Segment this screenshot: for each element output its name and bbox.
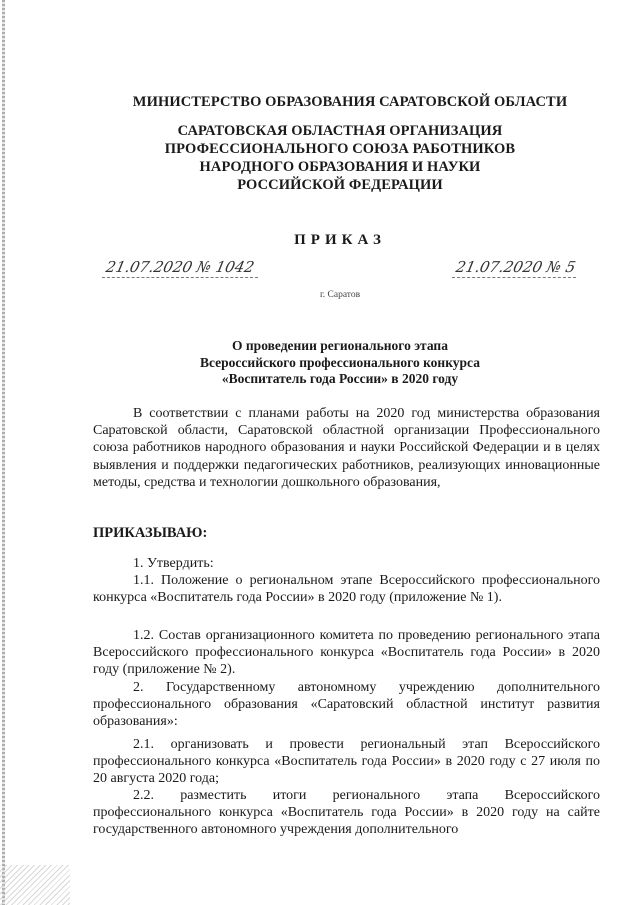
- organization-line: ПРОФЕССИОНАЛЬНОГО СОЮЗА РАБОТНИКОВ: [164, 141, 516, 157]
- subject-line: «Воспитатель года России» в 2020 году: [221, 371, 459, 386]
- organization-header: [20, 122, 640, 194]
- organization-line: РОССИЙСКОЙ ФЕДЕРАЦИИ: [237, 177, 443, 193]
- subject-line: О проведении регионального этапа: [232, 338, 448, 353]
- item-1-2: 1.2. Состав организационного комитета по проведению регионального этапа Всероссийского профессионального конкурса «Воспитатель года России» в 2020 году (приложение № 2).: [93, 628, 600, 678]
- city-label: г. Саратов: [319, 290, 361, 300]
- scan-edge-artifact: [2, 0, 5, 905]
- document-title: ПРИКАЗ: [294, 232, 386, 248]
- subject-line: Всероссийского профессионального конкурса: [200, 354, 480, 370]
- ordering-heading: ПРИКАЗЫВАЮ:: [93, 525, 208, 541]
- handwritten-date-number-right: 21.07.2020 № 5: [452, 258, 580, 278]
- ministry-header: МИНИСТЕРСТВО ОБРАЗОВАНИЯ САРАТОВСКОЙ ОБЛАСТИ: [132, 94, 568, 110]
- item-2-1: 2.1. организовать и провести региональный этап Всероссийского профессионального конкурса «Воспитатель года России» в 2020 году с 27 июля по 20 августа 2020 года;: [93, 737, 600, 787]
- scan-corner-artifact: [0, 865, 70, 905]
- organization-line: САРАТОВСКАЯ ОБЛАСТНАЯ ОРГАНИЗАЦИЯ: [177, 123, 503, 139]
- item-1: 1. Утвердить:: [133, 556, 214, 571]
- order-subject: [20, 338, 640, 388]
- item-2-2: 2.2. разместить итоги регионального этапа Всероссийского профессионального конкурса «Воспитатель года России» в 2020 году на сайте государственного автономного учреждения дополнительного: [93, 788, 600, 838]
- item-2: 2. Государственному автономному учреждению дополнительного профессионального образования «Саратовский областной институт развития образования»:: [93, 680, 600, 730]
- organization-line: НАРОДНОГО ОБРАЗОВАНИЯ И НАУКИ: [199, 159, 481, 175]
- item-1-1: 1.1. Положение о региональном этапе Всероссийского профессионального конкурса «Воспитатель года России» в 2020 году (приложение № 1).: [93, 573, 600, 606]
- preamble-paragraph: В соответствии с планами работы на 2020 год министерства образования Саратовской области, Саратовской областной организации Профессионального союза работников народного образования и науки Российской Федерации и в целях выявления и поддержки педагогических работников, реализующих инновационные методы, средства и технологии дошкольного образования,: [93, 406, 600, 490]
- handwritten-date-number-left: 21.07.2020 № 1042: [102, 258, 262, 278]
